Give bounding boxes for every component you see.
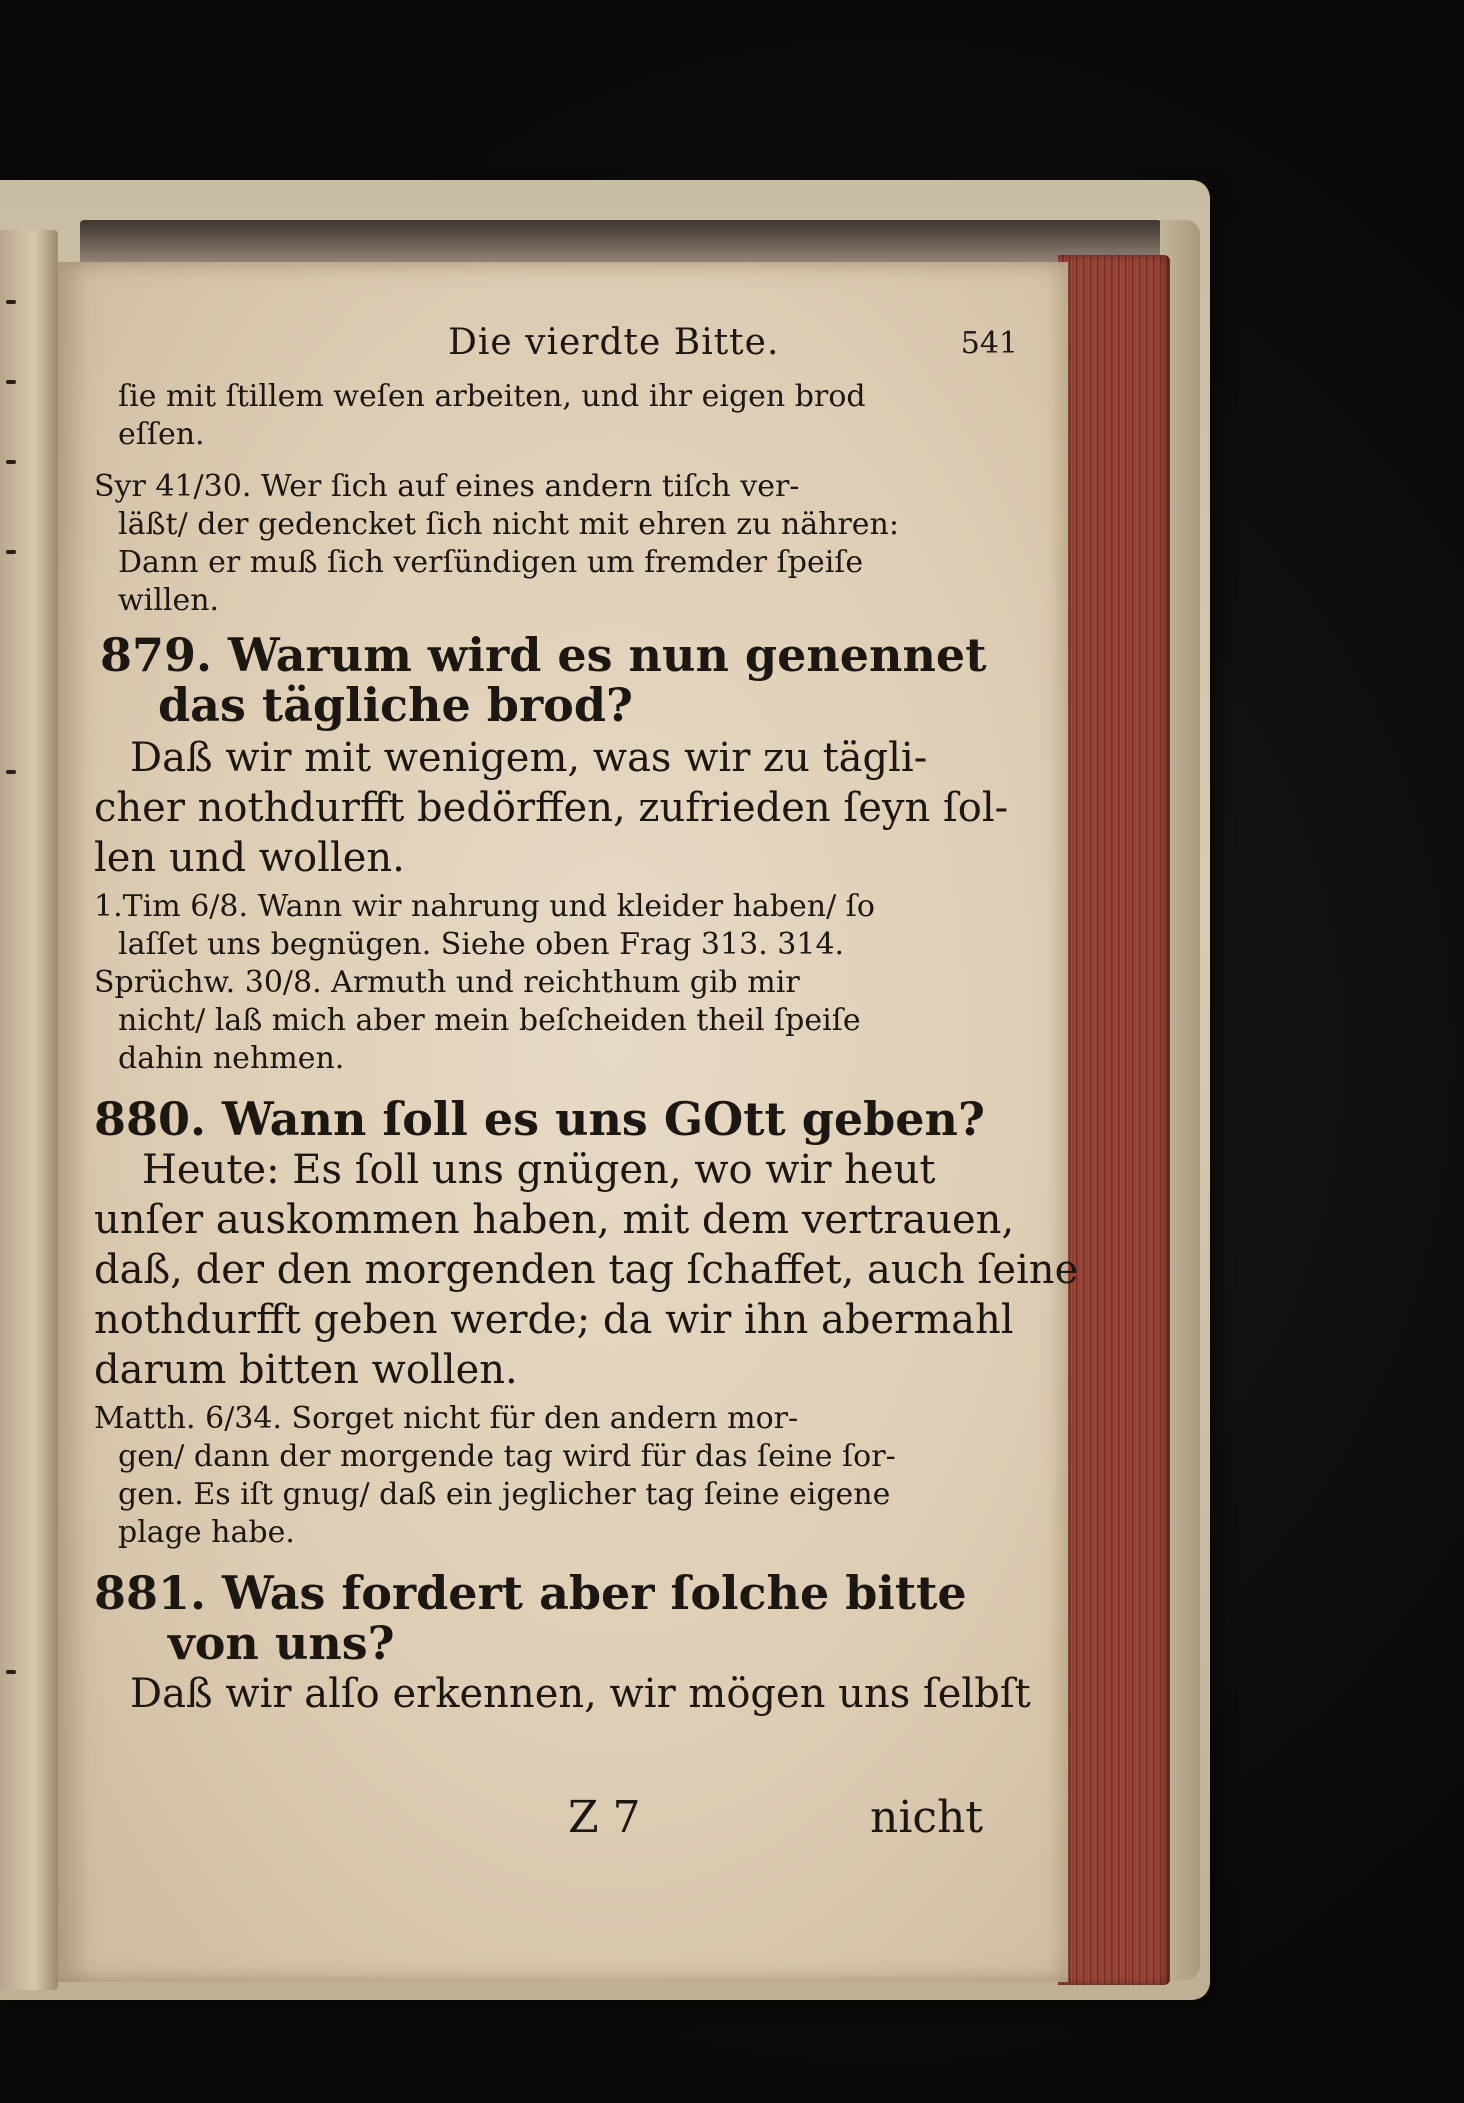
text-line: Syr 41/30. Wer ſich auf eines andern tiſch ver- xyxy=(94,469,800,504)
book-top-edge xyxy=(80,220,1170,266)
text-line: willen. xyxy=(118,583,220,618)
text-line: Dann er muß ſich verſündigen um fremder ſpeiſe xyxy=(118,545,864,580)
page-number: 541 xyxy=(960,326,1018,361)
text-line: cher nothdurfft bedörffen, zufrieden ſeyn ſol- xyxy=(94,785,1009,831)
question-line: 879. Warum wird es nun genennet xyxy=(100,628,987,682)
text-line: plage habe. xyxy=(118,1515,295,1550)
text-line: nicht/ laß mich aber mein beſcheiden theil ſpeiſe xyxy=(118,1003,861,1038)
question-line: das tägliche brod? xyxy=(158,678,633,732)
signature-mark: Z 7 xyxy=(568,1792,641,1843)
question-line: 881. Was fordert aber ſolche bitte xyxy=(94,1566,967,1620)
text-line: nothdurfft geben werde; da wir ihn abermahl xyxy=(94,1297,1014,1343)
catchword: nicht xyxy=(870,1792,984,1843)
text-line: läßt/ der gedencket ſich nicht mit ehren zu nähren: xyxy=(118,507,899,542)
text-line: Daß wir mit wenigem, was wir zu tägli- xyxy=(130,735,928,781)
page-edge-mark xyxy=(6,380,16,384)
text-line: gen/ dann der morgende tag wird für das ſeine ſor- xyxy=(118,1439,896,1474)
text-line: 1.Tim 6/8. Wann wir nahrung und kleider haben/ ſo xyxy=(94,889,875,924)
page-edges xyxy=(1058,255,1170,1985)
text-line: dahin nehmen. xyxy=(118,1041,345,1076)
text-line: laſſet uns begnügen. Siehe oben Frag 313. 314. xyxy=(118,927,845,962)
page-edge-mark xyxy=(6,770,16,774)
text-line: darum bitten wollen. xyxy=(94,1347,518,1393)
page-edge-mark xyxy=(6,460,16,464)
text-line: ſie mit ſtillem weſen arbeiten, und ihr eigen brod xyxy=(118,379,866,414)
page-edge-mark xyxy=(6,550,16,554)
page-edge-mark xyxy=(6,1670,16,1674)
text-line: eſſen. xyxy=(118,417,205,452)
page-header xyxy=(118,322,1018,372)
previous-page-edge xyxy=(0,230,58,1990)
question-line: 880. Wann ſoll es uns GOtt geben? xyxy=(94,1092,985,1146)
text-line: len und wollen. xyxy=(94,835,405,881)
text-line: Heute: Es ſoll uns gnügen, wo wir heut xyxy=(142,1147,936,1193)
text-line: Daß wir alſo erkennen, wir mögen uns ſelbſt xyxy=(130,1671,1031,1717)
question-line: von uns? xyxy=(168,1616,395,1670)
text-line: unſer auskommen haben, mit dem vertrauen, xyxy=(94,1197,1015,1243)
running-title: Die vierdte Bitte. xyxy=(448,322,780,363)
text-line: Matth. 6/34. Sorget nicht für den andern mor- xyxy=(94,1401,799,1436)
text-line: gen. Es iſt gnug/ daß ein jeglicher tag ſeine eigene xyxy=(118,1477,891,1512)
text-line: daß, der den morgenden tag ſchaffet, auch ſeine xyxy=(94,1247,1079,1293)
text-line: Sprüchw. 30/8. Armuth und reichthum gib mir xyxy=(94,965,800,1000)
book-page xyxy=(58,262,1079,1982)
page-edge-mark xyxy=(6,300,16,304)
